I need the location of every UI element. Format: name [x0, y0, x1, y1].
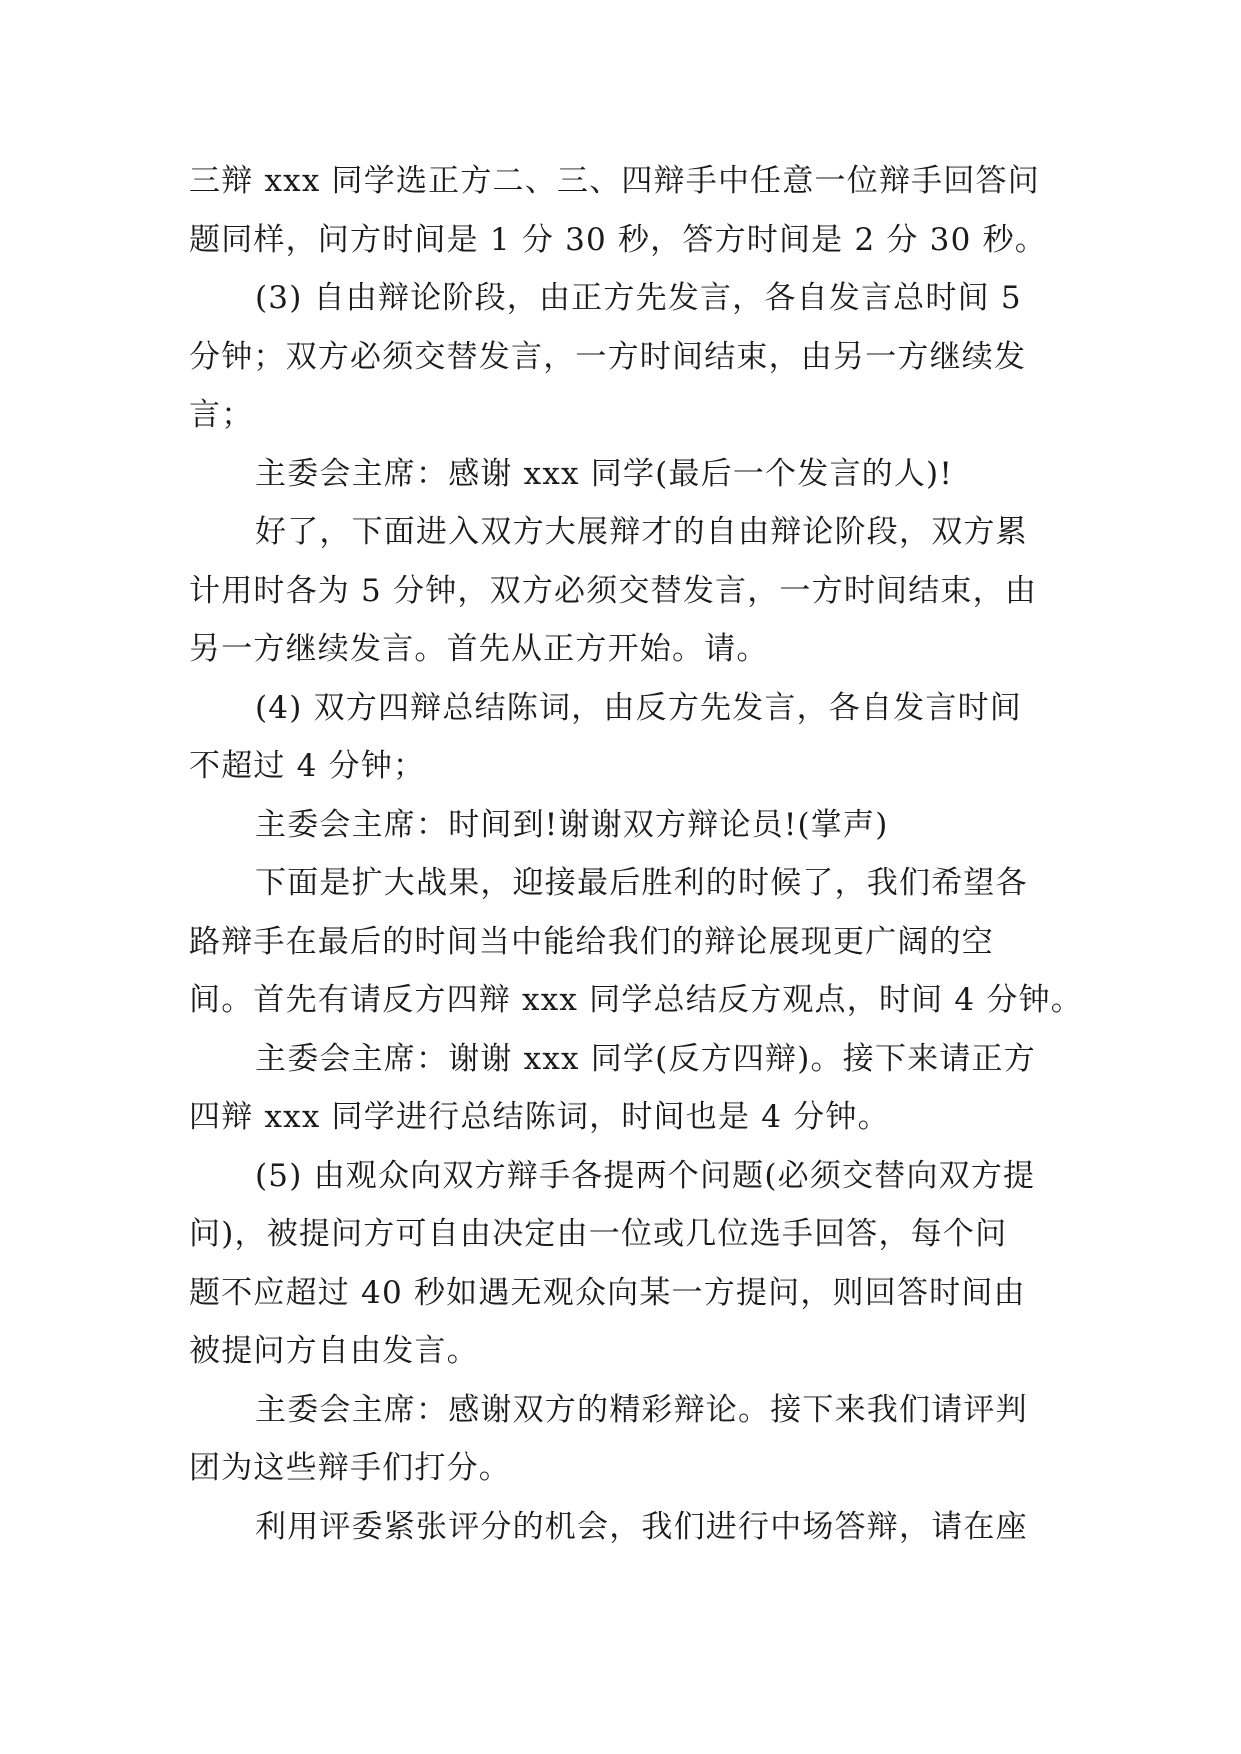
- paragraph-line: 题同样，问方时间是 1 分 30 秒，答方时间是 2 分 30 秒。: [189, 221, 1047, 258]
- paragraph-4: [189, 503, 1059, 679]
- paragraph-line: 好了，下面进入双方大展辩才的自由辩论阶段，双方累: [255, 514, 1028, 550]
- paragraph-1: [189, 152, 1059, 269]
- paragraph-line: (5) 由观众向双方辩手各提两个问题(必须交替向双方提: [255, 1157, 1036, 1194]
- paragraph-line: 题不应超过 40 秒如遇无观众向某一方提问，则回答时间由: [189, 1274, 1026, 1311]
- paragraph-line: 另一方继续发言。首先从正方开始。请。: [189, 631, 769, 667]
- paragraph-9: [189, 1147, 1059, 1381]
- paragraph-10: [189, 1381, 1059, 1498]
- paragraph-line: (4) 双方四辩总结陈词，由反方先发言，各自发言时间: [255, 689, 1022, 726]
- paragraph-11: [189, 1498, 1059, 1557]
- paragraph-line: 不超过 4 分钟；: [189, 748, 426, 784]
- paragraph-line: (3) 自由辩论阶段，由正方先发言，各自发言总时间 5: [255, 280, 1022, 316]
- paragraph-7: [189, 854, 1083, 1030]
- paragraph-line: 计用时各为 5 分钟，双方必须交替发言，一方时间结束，由: [189, 572, 1038, 609]
- paragraph-line: 团为这些辩手们打分。: [189, 1450, 511, 1486]
- paragraph-line: 三辩 xxx 同学选正方二、三、四辩手中任意一位辩手回答问: [189, 163, 1040, 199]
- paragraph-line: 下面是扩大战果，迎接最后胜利的时候了，我们希望各: [255, 865, 1028, 901]
- document-body: [189, 152, 1083, 1556]
- paragraph-line: 间。首先有请反方四辩 xxx 同学总结反方观点，时间 4 分钟。: [189, 982, 1083, 1018]
- paragraph-line: 利用评委紧张评分的机会，我们进行中场答辩，请在座: [255, 1508, 1028, 1545]
- paragraph-3: [189, 445, 1059, 504]
- paragraph-line: 主委会主席：时间到!谢谢双方辩论员!(掌声): [255, 806, 889, 843]
- paragraph-6: [189, 796, 1059, 855]
- paragraph-5: [189, 679, 1059, 796]
- paragraph-line: 路辩手在最后的时间当中能给我们的辩论展现更广阔的空: [189, 923, 994, 960]
- paragraph-2: [189, 269, 1059, 445]
- paragraph-line: 四辩 xxx 同学进行总结陈词，时间也是 4 分钟。: [189, 1099, 890, 1135]
- paragraph-line: 问)，被提问方可自由决定由一位或几位选手回答，每个问: [189, 1216, 1008, 1252]
- paragraph-line: 被提问方自由发言。: [189, 1333, 479, 1369]
- paragraph-line: 主委会主席：感谢双方的精彩辩论。接下来我们请评判: [255, 1391, 1028, 1428]
- paragraph-line: 主委会主席：谢谢 xxx 同学(反方四辩)。接下来请正方: [255, 1040, 1036, 1077]
- paragraph-line: 言；: [189, 397, 254, 433]
- paragraph-line: 主委会主席：感谢 xxx 同学(最后一个发言的人)!: [255, 455, 954, 492]
- paragraph-line: 分钟；双方必须交替发言，一方时间结束，由另一方继续发: [189, 338, 1027, 375]
- paragraph-8: [189, 1030, 1059, 1147]
